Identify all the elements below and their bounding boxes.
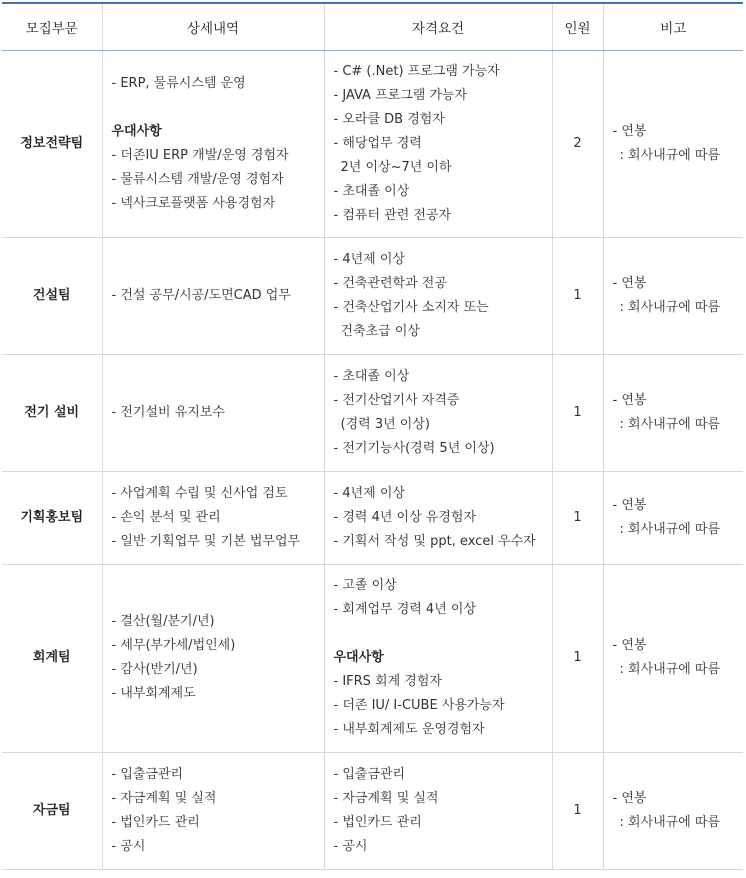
detail-line: - 손익 분석 및 관리: [111, 509, 221, 525]
requirement-line: - 4년제 이상: [333, 485, 405, 501]
requirement-line: - 해당업무 경력: [333, 135, 422, 151]
detail-line: - 건설 공무/시공/도면CAD 업무: [111, 287, 291, 303]
header-requirements: 자격요건: [324, 3, 552, 50]
requirement-line: - 입출금관리: [333, 766, 406, 782]
requirement-line: - 초대졸 이상: [333, 368, 410, 384]
department-cell: 건설팀: [2, 237, 102, 354]
detail-cell: [102, 471, 324, 564]
detail-cell: [102, 564, 324, 752]
table-row: [2, 354, 743, 471]
detail-line: - 자금계획 및 실적: [111, 790, 217, 806]
detail-line: - 전기설비 유지보수: [111, 404, 225, 420]
detail-line: - 세무(부가세/법인세): [111, 638, 236, 653]
detail-line: - 사업계획 수립 및 신사업 검토: [111, 485, 288, 501]
requirements-cell: [324, 471, 552, 564]
detail-line: - 결산(월/분기/년): [111, 614, 215, 629]
remarks-cell: [603, 564, 743, 752]
requirement-line: - 경력 4년 이상 유경험자: [333, 509, 477, 525]
table-header: [2, 3, 743, 50]
remarks-cell: [603, 354, 743, 471]
table-row: [2, 752, 743, 869]
detail-line: - 법인카드 관리: [111, 814, 200, 830]
remark-line: - 연봉: [612, 790, 647, 806]
headcount-cell: 1: [552, 564, 603, 752]
header-detail: 상세내역: [102, 3, 324, 50]
detail-cell: [102, 237, 324, 354]
requirements-cell: [324, 50, 552, 237]
remark-line: - 연봉: [612, 638, 647, 653]
remark-line: - 연봉: [612, 392, 647, 408]
requirement-line: - 전기산업기사 자격증: [333, 392, 460, 408]
remark-line: - 연봉: [612, 497, 647, 513]
requirement-line: - 기획서 작성 및 ppt, excel 우수자: [333, 533, 536, 549]
recruitment-table: [2, 2, 743, 870]
headcount-cell: 2: [552, 50, 603, 237]
requirements-cell: [324, 354, 552, 471]
remarks-cell: [603, 752, 743, 869]
header-department: 모집부문: [2, 3, 102, 50]
remark-line: : 회사내규에 따름: [619, 814, 721, 830]
remark-line: : 회사내규에 따름: [619, 299, 721, 315]
requirement-line: - C# (.Net) 프로그램 가능자: [333, 63, 500, 79]
remarks-cell: [603, 50, 743, 237]
requirement-line: - 초대졸 이상: [333, 183, 410, 199]
requirement-line: - 컴퓨터 관련 전공자: [333, 207, 452, 223]
headcount-cell: 1: [552, 752, 603, 869]
requirement-line: - 공시: [333, 838, 368, 854]
detail-line: - 더존IU ERP 개발/운영 경험자: [111, 147, 289, 163]
preferred-heading: 우대사항: [333, 650, 384, 665]
requirements-cell: [324, 237, 552, 354]
headcount-cell: 1: [552, 354, 603, 471]
header-remarks: 비고: [603, 3, 743, 50]
requirement-line: - 회계업무 경력 4년 이상: [333, 602, 477, 617]
remark-line: : 회사내규에 따름: [619, 147, 721, 163]
department-cell: 자금팀: [2, 752, 102, 869]
requirement-line: (경력 3년 이상): [340, 416, 430, 432]
requirement-line: - 건축관련학과 전공: [333, 275, 447, 291]
requirement-line: - IFRS 회계 경험자: [333, 674, 442, 689]
requirement-line: - 자금계획 및 실적: [333, 790, 439, 806]
header-headcount: 인원: [552, 3, 603, 50]
requirement-line: 2년 이상~7년 이하: [340, 159, 452, 175]
detail-line: - 감사(반기/년): [111, 662, 198, 677]
detail-line: - 공시: [111, 838, 146, 854]
requirement-line: - 고졸 이상: [333, 578, 397, 593]
table-row: [2, 471, 743, 564]
detail-line: - ERP, 물류시스템 운영: [111, 75, 246, 91]
requirement-line: - 4년제 이상: [333, 251, 405, 267]
header-row: [2, 3, 743, 50]
requirement-line: - JAVA 프로그램 가능자: [333, 87, 468, 103]
detail-line: - 물류시스템 개발/운영 경험자: [111, 171, 284, 187]
remark-line: - 연봉: [612, 275, 647, 291]
remark-line: : 회사내규에 따름: [619, 416, 721, 432]
requirement-line: - 전기기능사(경력 5년 이상): [333, 440, 495, 456]
requirement-line: - 법인카드 관리: [333, 814, 422, 830]
requirement-line: - 더존 IU/ I-CUBE 사용가능자: [333, 698, 505, 713]
detail-line: - 내부회계제도: [111, 686, 196, 701]
table-row: [2, 564, 743, 752]
requirement-line: - 오라클 DB 경험자: [333, 111, 445, 127]
department-cell: 회계팀: [2, 564, 102, 752]
headcount-cell: 1: [552, 237, 603, 354]
remark-line: - 연봉: [612, 123, 647, 139]
detail-cell: [102, 50, 324, 237]
detail-line: - 넥사크로플랫폼 사용경험자: [111, 195, 276, 211]
detail-cell: [102, 354, 324, 471]
department-cell: 정보전략팀: [2, 50, 102, 237]
requirements-cell: [324, 564, 552, 752]
table-row: [2, 237, 743, 354]
requirements-cell: [324, 752, 552, 869]
remark-line: : 회사내규에 따름: [619, 662, 721, 677]
headcount-cell: 1: [552, 471, 603, 564]
preferred-heading: 우대사항: [111, 123, 162, 139]
department-cell: 기획홍보팀: [2, 471, 102, 564]
requirement-line: - 건축산업기사 소지자 또는: [333, 299, 489, 315]
remarks-cell: [603, 471, 743, 564]
department-cell: 전기 설비: [2, 354, 102, 471]
remark-line: : 회사내규에 따름: [619, 521, 721, 537]
detail-cell: [102, 752, 324, 869]
table-row: [2, 50, 743, 237]
requirement-line: - 내부회계제도 운영경험자: [333, 722, 485, 737]
detail-line: - 일반 기획업무 및 기본 법무업무: [111, 533, 301, 549]
detail-line: - 입출금관리: [111, 766, 184, 782]
requirement-line: 건축초급 이상: [340, 323, 420, 339]
remarks-cell: [603, 237, 743, 354]
